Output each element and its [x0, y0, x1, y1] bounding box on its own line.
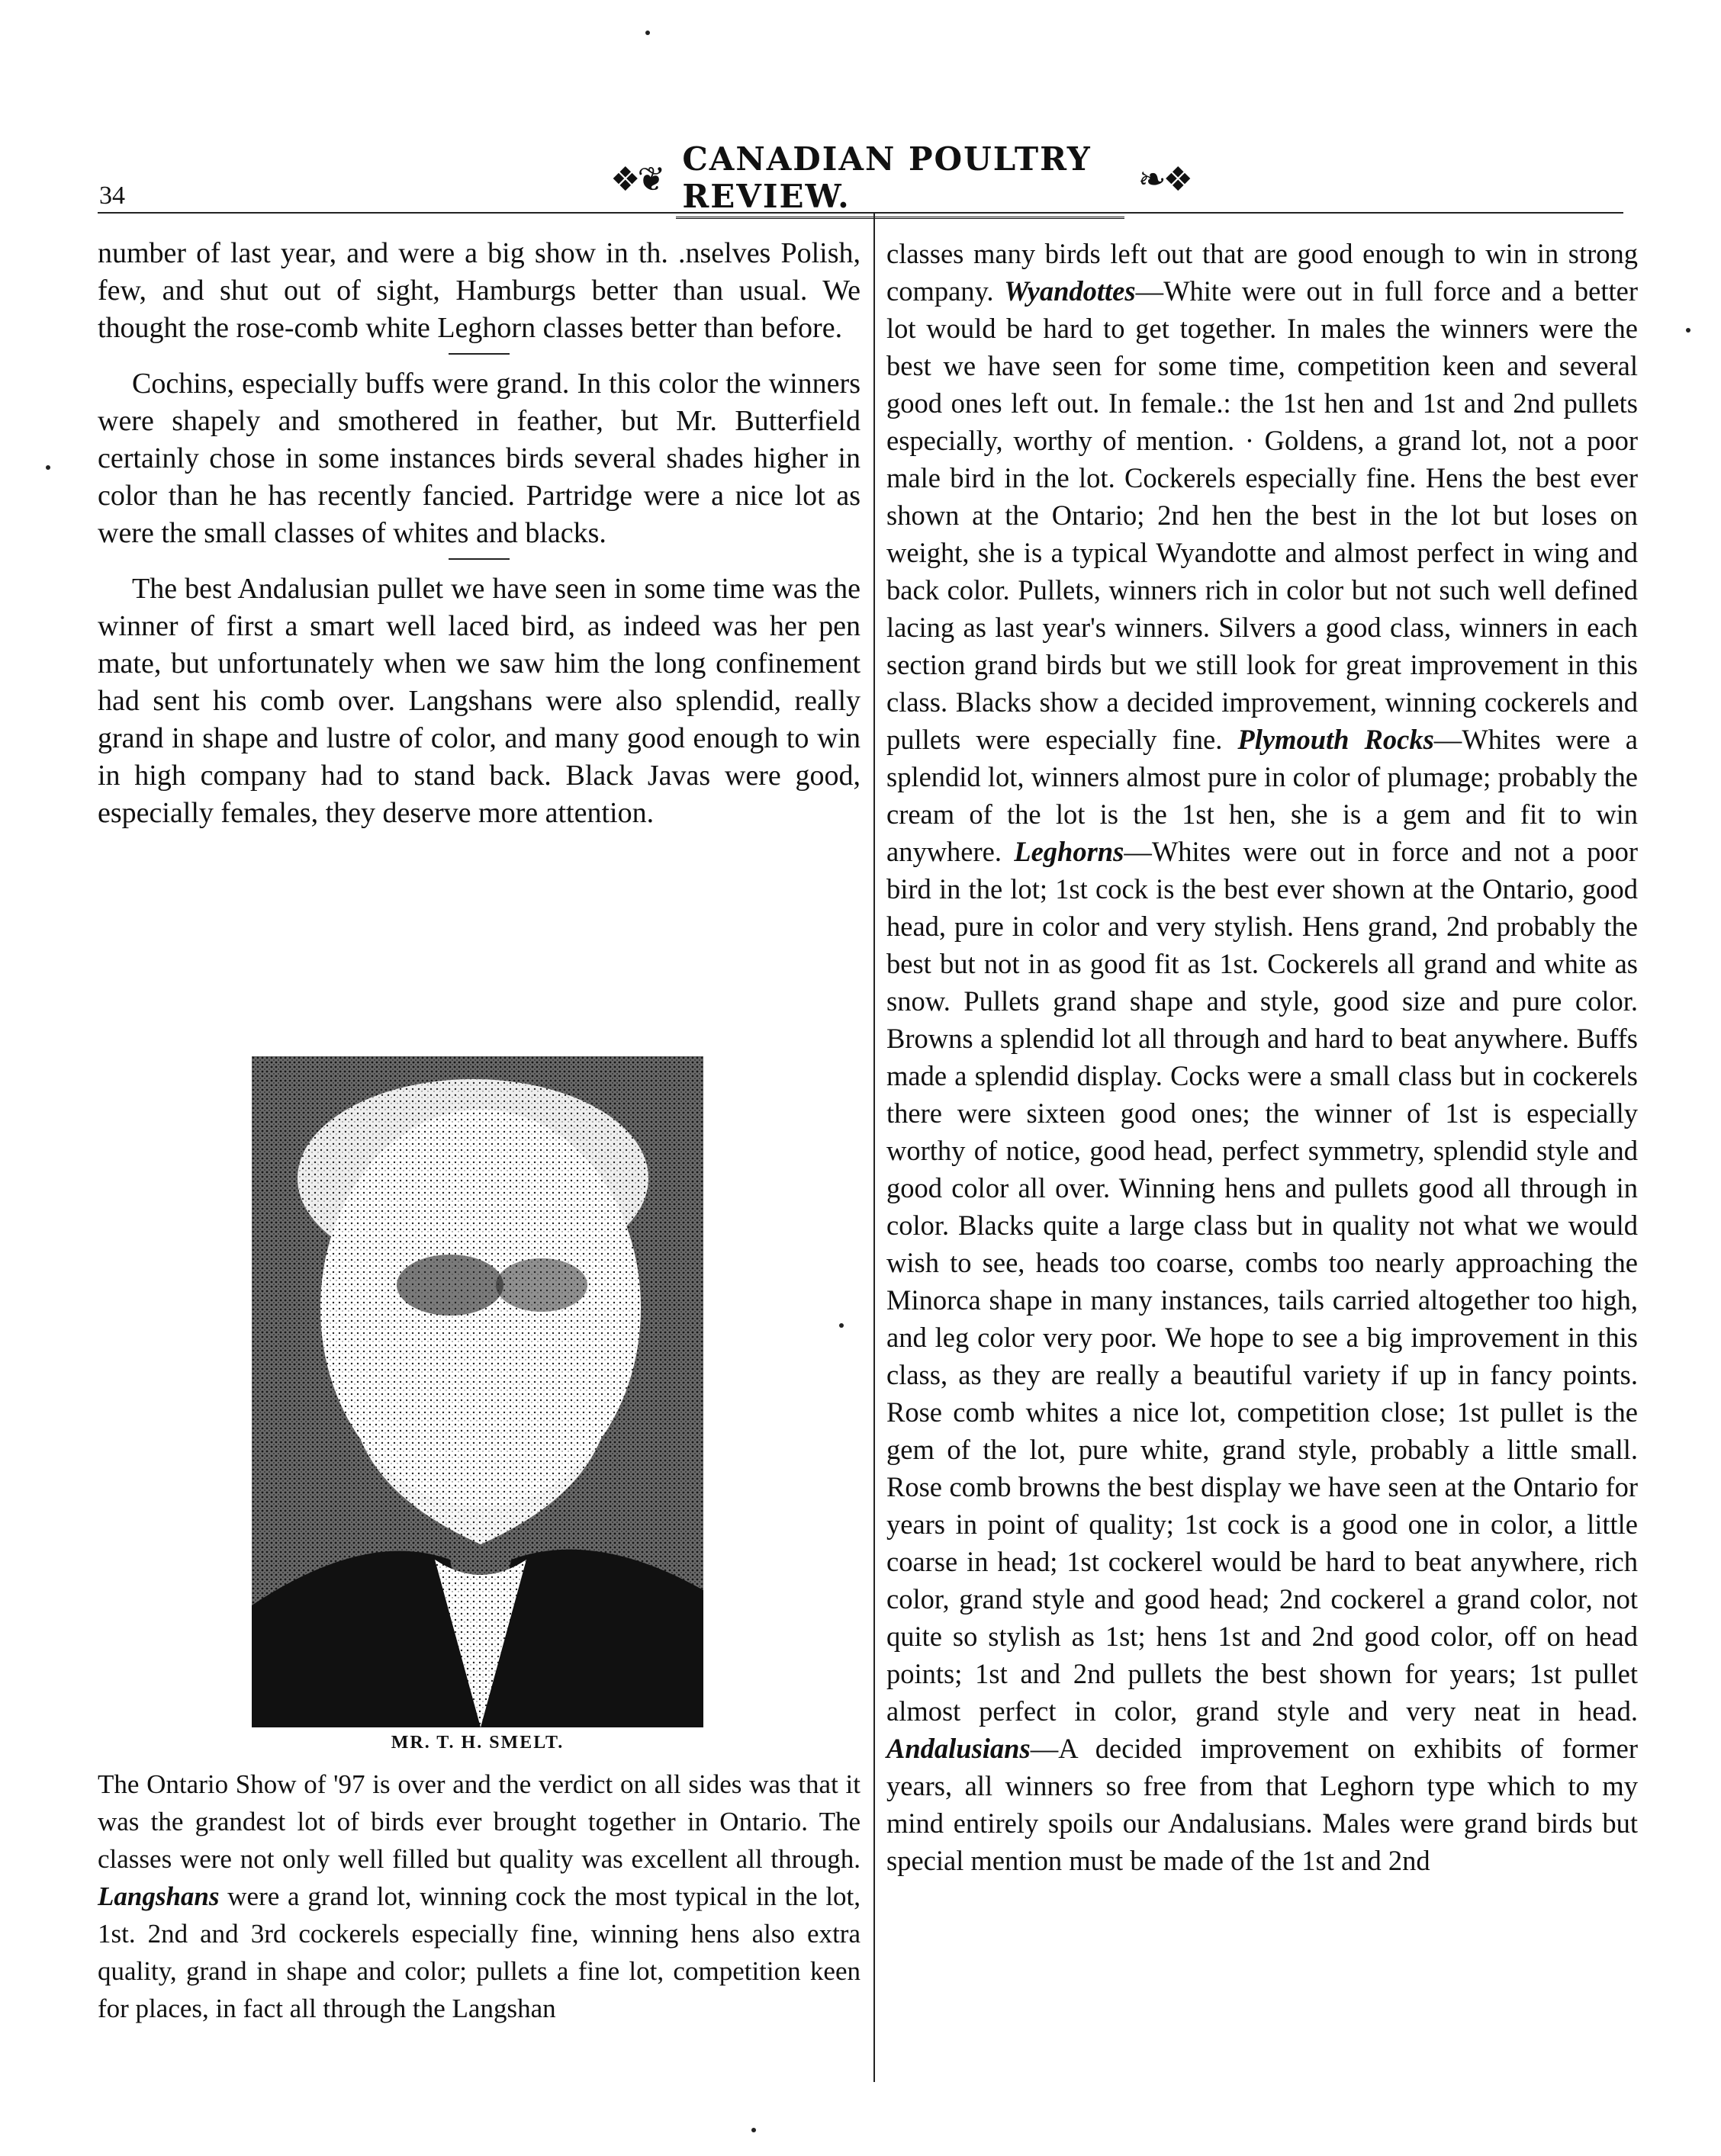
header-rule	[98, 212, 1623, 214]
right-column	[886, 235, 1638, 1879]
ontario-show-text: The Ontario Show of '97 is over and the verdict on all sides was that it was the grandest lot of birds ever brought together in Ontario. The classes were not only well filled but quality was excellent all through.	[98, 1769, 860, 1874]
breed-heading: Langshans	[98, 1881, 220, 1911]
langshans-text: were a grand lot, winning cock the most typical in the lot, 1st. 2nd and 3rd cockerels especially fine, winning hens also extra quality, grand in shape and color; pullets a fine lot, competition keen for places, in fact all through the Langshan	[98, 1881, 860, 2023]
portrait-engraving	[252, 1056, 703, 1727]
breed-heading: Andalusians	[886, 1733, 1031, 1764]
left-paragraph-1: number of last year, and were a big show in th. .nselves Polish, few, and shut out of sight, Hamburgs better than usual. We thought the rose-comb white Leghorn classes better than before.	[98, 237, 860, 344]
text-segment: —Whites were out in force and not a poor bird in the lot; 1st cock is the best ever shown at the Ontario, good head, pure in color and very stylish. Hens grand, 2nd probably the best but not in as good fit as 1st. Cockerels all grand and white as snow. Pullets grand shape and style, good size and pure color. Browns a splendid lot all through and hard to beat anywhere. Buffs made a splendid display. Cocks were a small class but in cockerels there were sixteen good ones; the winner of 1st is especially worthy of notice, good head, perfect symmetry, splendid style and good color all over. Winning hens and pullets good all through in color. Blacks quite a large class but in quality not what we would wish to see, heads too coarse, combs too nearly approaching the Minorca shape in many instances, tails carried altogether too high, and leg color very poor. We hope to see a big improvement in this class, as they are really a beautiful variety if up in fancy points. Rose comb whites a nice lot, competition close; 1st pullet is the gem of the lot, pure white, grand style, probably a little small. Rose comb browns the best display we have seen at the Ontario for years in point of quality; 1st cock is a good one in color, a little coarse in head; 1st cockerel would be hard to beat anywhere, rich color, grand style and good head; 2nd cockerel a grand color, not quite so stylish as 1st; hens 1st and 2nd good color, off on head points; 1st and 2nd pullets the best shown for years; 1st pullet almost perfect in color, grand style and very neat in head.	[886, 836, 1638, 1727]
left-paragraph-2: Cochins, especially buffs were grand. In this color the winners were shapely and smothered in feather, but Mr. Butterfield certainly chose in some instances birds several shades higher in color than he has recently fancied. Partridge were a nice lot as were the small classes of whites and blacks.	[98, 368, 860, 549]
breed-heading: Leghorns	[1014, 836, 1124, 867]
page-number: 34	[99, 182, 125, 210]
text-segment: —A decided improvement on exhibits of former years, all winners so free from that Leghorn type which to my mind entirely spoils our Andalusians. Males were grand birds but special mention must be made of the 1st and 2nd	[886, 1733, 1638, 1876]
column-divider	[873, 214, 875, 2082]
right-column-text	[886, 235, 1638, 1879]
masthead-title: CANADIAN POULTRY REVIEW.	[676, 140, 1124, 219]
section-separator	[449, 353, 510, 355]
scan-speck	[645, 31, 650, 35]
text-segment: —Whites were a splendid lot, winners almost pure in color of plumage; probably the cream of the lot is the 1st hen, she is a gem and fit to win anywhere.	[886, 724, 1638, 867]
section-separator	[449, 558, 510, 560]
breed-heading: Plymouth Rocks	[1237, 724, 1434, 755]
scan-speck	[46, 465, 50, 470]
breed-heading: Wyandottes	[1004, 275, 1136, 307]
text-segment: —White were out in full force and a better lot would be hard to get together. In males the winners were the best we have seen for some time, competition keen and several good ones left out. In female.: the 1st hen and 1st and 2nd pullets especially, worthy of mention. · Goldens, a grand lot, not a poor male bird in the lot. Cockerels especially fine. Hens the best ever shown at the Ontario; 2nd hen the best in the lot but loses on weight, she is a typical Wyandotte and almost perfect in wing and back color. Pullets, winners rich in color but not such well defined lacing as last year's winners. Silvers a good class, winners in each section grand birds but we still look for great improvement in this class. Blacks show a decided improvement, winning cockerels and pullets were especially fine.	[886, 275, 1639, 755]
left-column	[98, 235, 860, 832]
right-ornament-icon: ❧❖	[1137, 159, 1190, 199]
scan-speck	[839, 1323, 844, 1328]
portrait-photo	[252, 1056, 703, 1727]
scan-speck	[751, 2128, 756, 2132]
left-ornament-icon: ❖❦	[610, 159, 663, 199]
scan-speck	[1686, 328, 1690, 333]
masthead	[610, 140, 1190, 215]
left-paragraph-3: The best Andalusian pullet we have seen in some time was the winner of first a smart well laced bird, as indeed was her pen mate, but unfortunately when we saw him the long confinement had sent his comb over. Langshans were also splendid, really grand in shape and lustre of color, and many good enough to win in high company had to stand back. Black Javas were good, especially females, they deserve more attention.	[98, 573, 860, 829]
left-bottom-paragraph	[98, 1766, 860, 2027]
text-segment: classes many birds left out that are good enough to win in strong company.	[886, 238, 1638, 307]
portrait-caption: MR. T. H. SMELT.	[391, 1733, 565, 1753]
